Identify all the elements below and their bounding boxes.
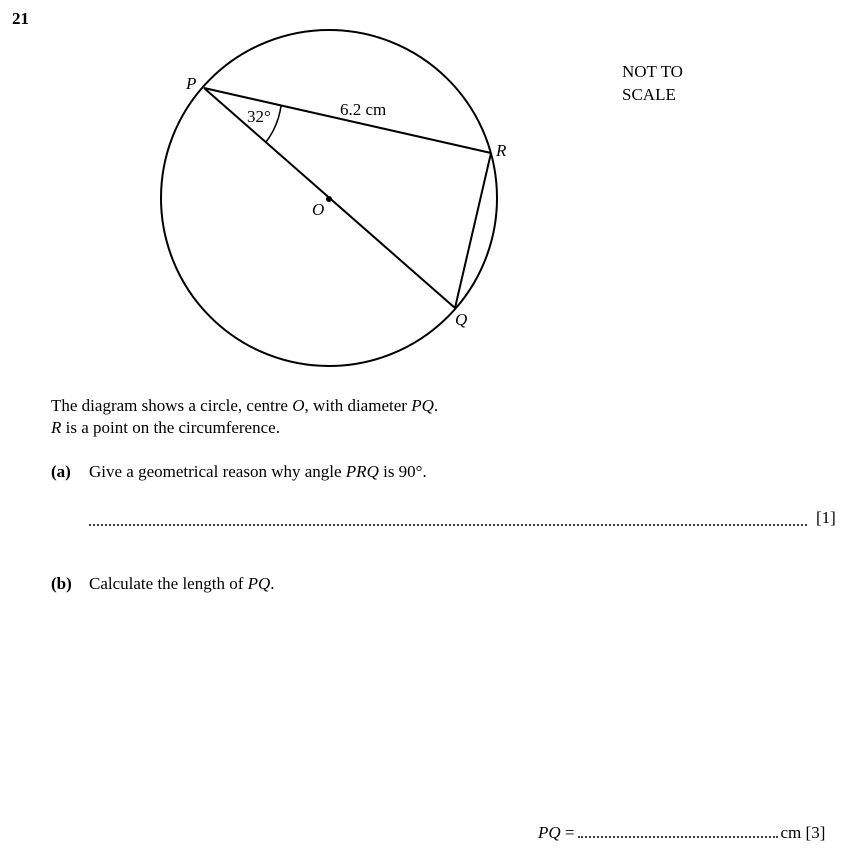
- angle-label: 32°: [247, 107, 271, 126]
- part-b-question: [51, 574, 275, 594]
- not-to-scale-note: [622, 60, 683, 106]
- answer-equals: =: [560, 823, 575, 842]
- stem-line-2: [51, 417, 438, 439]
- part-a-text-end: is 90°.: [378, 462, 427, 481]
- part-b-answer-line[interactable]: [578, 822, 778, 838]
- part-a-text: Give a geometrical reason why angle: [89, 462, 346, 481]
- answer-unit: cm: [780, 823, 802, 842]
- stem-point-R: R: [51, 418, 62, 437]
- stem-text: The diagram shows a circle, centre: [51, 396, 293, 415]
- part-b-answer-row: [538, 822, 825, 843]
- not-to-scale-line2: SCALE: [622, 85, 676, 104]
- stem-text-mid: , with diameter: [304, 396, 412, 415]
- part-b-text-end: .: [270, 574, 275, 593]
- circle-diagram: [0, 0, 853, 400]
- stem-diameter-PQ: PQ: [411, 396, 434, 415]
- question-number: 21: [12, 9, 29, 28]
- stem-period: .: [433, 396, 439, 415]
- part-b-PQ: PQ: [247, 574, 271, 593]
- part-a-angle-PRQ: PRQ: [345, 462, 379, 481]
- point-label-Q: Q: [455, 310, 468, 329]
- part-b-label: (b): [51, 574, 72, 593]
- stem-line-1: [51, 395, 438, 417]
- answer-label-PQ: PQ: [538, 823, 561, 842]
- point-label-O: O: [312, 200, 325, 219]
- part-a-marks: [1]: [816, 508, 836, 527]
- part-a-question: [51, 462, 427, 482]
- stem-text-2: is a point on the circumference.: [61, 418, 280, 437]
- stem-centre-O: O: [292, 396, 305, 415]
- point-label-R: R: [496, 141, 507, 160]
- centre-dot: [326, 196, 332, 202]
- part-a-answer-line[interactable]: [89, 508, 807, 526]
- question-stem: [51, 395, 438, 439]
- part-b-text: Calculate the length of: [89, 574, 248, 593]
- not-to-scale-line1: NOT TO: [622, 62, 683, 81]
- part-a-label: (a): [51, 462, 71, 481]
- point-label-P: P: [186, 74, 197, 93]
- part-b-marks: [3]: [805, 823, 826, 842]
- length-label: 6.2 cm: [340, 100, 387, 119]
